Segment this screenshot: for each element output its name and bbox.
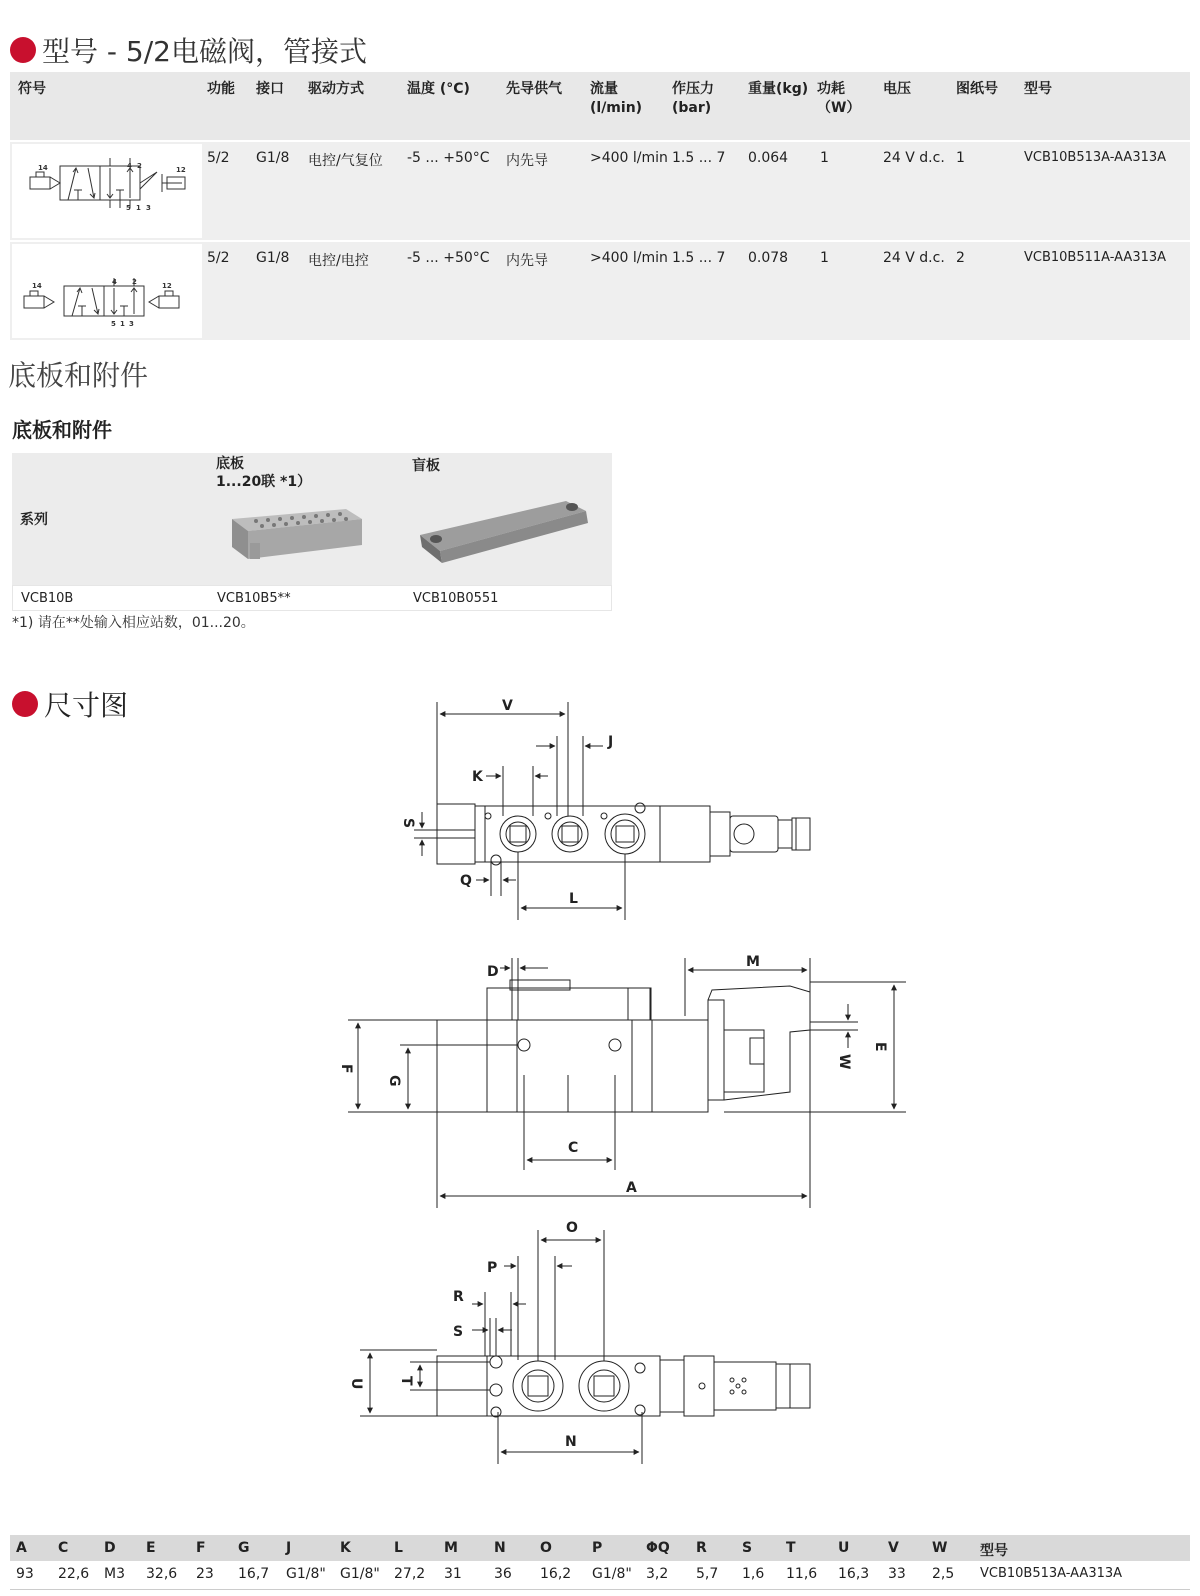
svg-text:1: 1 [136,204,141,212]
cell-actuation: 电控/电控 [308,253,369,269]
dim-value-q: 3,2 [646,1566,669,1582]
valve-symbol-icon [12,244,202,338]
dimensions-header [10,1535,1190,1561]
dim-value-p: G1/8" [592,1566,632,1582]
cell-function: 5/2 [207,150,230,166]
dim-header-k: K [340,1540,351,1556]
cell-pilot: 内先导 [506,153,548,169]
dim-label-w: W [836,1054,852,1070]
cell-port: G1/8 [256,250,290,266]
dim-header-a: A [16,1540,27,1556]
dim-header-g: G [238,1540,250,1556]
dimensions-table [10,1535,1190,1590]
svg-text:5: 5 [126,204,131,212]
cell-drawing: 1 [956,150,965,166]
dim-label-d: D [487,964,499,980]
header-drawing: 图纸号 [956,81,998,97]
dim-label-g: G [386,1075,402,1087]
cell-power: 1 [820,250,829,266]
cell-flow: >400 l/min [590,250,668,266]
dim-header-p: P [592,1540,603,1556]
header-flow: 流量 (l/min) [590,81,643,116]
dim-header-model: 型号 [980,1543,1008,1559]
dim-header-n: N [494,1540,506,1556]
cell-pressure: 1.5 ... 7 [672,250,726,266]
dim-label-u: U [348,1378,364,1390]
accessories-subtitle: 底板和附件 [12,418,112,442]
svg-text:1: 1 [120,320,125,328]
dim-header-t: T [786,1540,796,1556]
table-row [10,240,1190,340]
header-pilot: 先导供气 [506,81,562,97]
svg-text:2: 2 [132,278,137,286]
header-model: 型号 [1024,81,1052,97]
dim-label-l: L [569,891,578,907]
cell-pressure: 1.5 ... 7 [672,150,726,166]
dim-label-c: C [568,1140,579,1156]
cell-power: 1 [820,150,829,166]
dim-label-k: K [472,769,483,785]
dim-label-j: J [608,734,614,750]
cell-voltage: 24 V d.c. [883,150,945,166]
header-port: 接口 [256,81,284,97]
dim-label-m: M [746,954,760,970]
svg-text:14: 14 [32,282,42,290]
dim-value-m: 31 [444,1566,462,1582]
dim-value-c: 22,6 [58,1566,90,1582]
dim-label-n: N [565,1434,577,1450]
header-series: 系列 [20,512,48,528]
svg-text:14: 14 [38,164,48,172]
section-title-dimensions: 尺寸图 [12,684,128,724]
cell-weight: 0.064 [748,150,789,166]
dim-header-r: R [696,1540,707,1556]
header-base-plate: 底板 1...20联 *1） [216,456,312,490]
dim-label-v: V [502,698,513,714]
dim-value-r: 5,7 [696,1566,719,1582]
header-temp: 温度 (°C) [407,81,470,97]
dim-value-g: 16,7 [238,1566,270,1582]
cell-voltage: 24 V d.c. [883,250,945,266]
dim-value-a: 93 [16,1566,34,1582]
dim-label-e: E [872,1042,888,1052]
symbol-cell [12,144,202,238]
svg-text:12: 12 [176,166,186,174]
dim-label-o: O [566,1220,578,1236]
dim-value-o: 16,2 [540,1566,572,1582]
dim-value-u: 16,3 [838,1566,870,1582]
dim-header-s: S [742,1540,753,1556]
header-function: 功能 [207,81,235,97]
table-row [10,140,1190,240]
model-table-header [10,72,1190,140]
dim-header-u: U [838,1540,850,1556]
dim-value-v: 33 [888,1566,906,1582]
cell-port: G1/8 [256,150,290,166]
dim-label-s2: S [453,1324,464,1340]
dimension-drawing [0,690,1200,1490]
table-row [10,1561,1190,1590]
dim-label-a: A [626,1180,637,1196]
symbol-cell [12,244,202,338]
svg-text:4: 4 [127,162,132,170]
cell-flow: >400 l/min [590,150,668,166]
dim-header-m: M [444,1540,458,1556]
bullet-icon [10,37,36,63]
dim-value-model: VCB10B513A-AA313A [980,1566,1123,1581]
svg-text:4: 4 [112,278,117,286]
accessories-row [12,585,612,611]
dim-label-f: F [338,1064,354,1074]
dim-value-d: M3 [104,1566,125,1582]
svg-text:3: 3 [129,320,134,328]
dim-header-e: E [146,1540,156,1556]
dim-header-o: O [540,1540,552,1556]
svg-text:2: 2 [137,162,142,170]
dim-header-c: C [58,1540,69,1556]
dim-label-r: R [453,1289,464,1305]
header-symbol: 符号 [18,81,46,97]
dim-label-p: P [487,1260,498,1276]
dim-value-w: 2,5 [932,1566,955,1582]
section-title-models: 型号 - 5/2电磁阀，管接式 [10,30,367,70]
header-weight: 重量(kg) [748,81,809,97]
dim-value-k: G1/8" [340,1566,380,1582]
header-pressure: 作压力 (bar) [672,81,714,116]
cell-weight: 0.078 [748,250,789,266]
header-voltage: 电压 [883,81,911,97]
svg-text:3: 3 [146,204,151,212]
dim-value-n: 36 [494,1566,512,1582]
cell-series: VCB10B [21,591,74,606]
dim-label-q: Q [460,873,472,889]
dim-value-t: 11,6 [786,1566,818,1582]
cell-temp: -5 ... +50°C [407,250,490,266]
cell-temp: -5 ... +50°C [407,150,490,166]
dim-value-f: 23 [196,1566,214,1582]
cell-model: VCB10B513A-AA313A [1024,150,1167,165]
dim-header-f: F [196,1540,206,1556]
dim-header-v: V [888,1540,899,1556]
dim-label-s: S [400,818,416,829]
header-blank-plate: 盲板 [412,458,440,474]
accessories-table [12,453,612,611]
cell-blank-plate: VCB10B0551 [413,591,499,606]
cell-function: 5/2 [207,250,230,266]
cell-pilot: 内先导 [506,253,548,269]
valve-symbol-icon [12,144,202,238]
section-title-accessories: 底板和附件 [8,359,149,392]
dim-label-t: T [398,1376,414,1386]
dim-value-j: G1/8" [286,1566,326,1582]
dim-value-e: 32,6 [146,1566,178,1582]
dim-header-w: W [932,1540,948,1556]
dim-header-l: L [394,1540,403,1556]
dim-header-q: ΦQ [646,1540,670,1556]
cell-model: VCB10B511A-AA313A [1024,250,1167,265]
cell-base-plate: VCB10B5** [217,591,291,606]
svg-text:5: 5 [111,320,116,328]
blank-plate-image [416,493,596,573]
dim-value-s: 1,6 [742,1566,765,1582]
footnote: *1) 请在**处输入相应站数，01...20。 [12,615,255,631]
dim-header-j: J [286,1540,292,1556]
header-actuation: 驱动方式 [308,81,364,97]
svg-text:12: 12 [162,282,172,290]
cell-drawing: 2 [956,250,965,266]
cell-actuation: 电控/气复位 [308,153,383,169]
header-power: 功耗 （W） [817,81,861,116]
base-plate-image [226,499,366,569]
dim-value-l: 27,2 [394,1566,426,1582]
model-table [10,72,1190,340]
dim-header-d: D [104,1540,116,1556]
